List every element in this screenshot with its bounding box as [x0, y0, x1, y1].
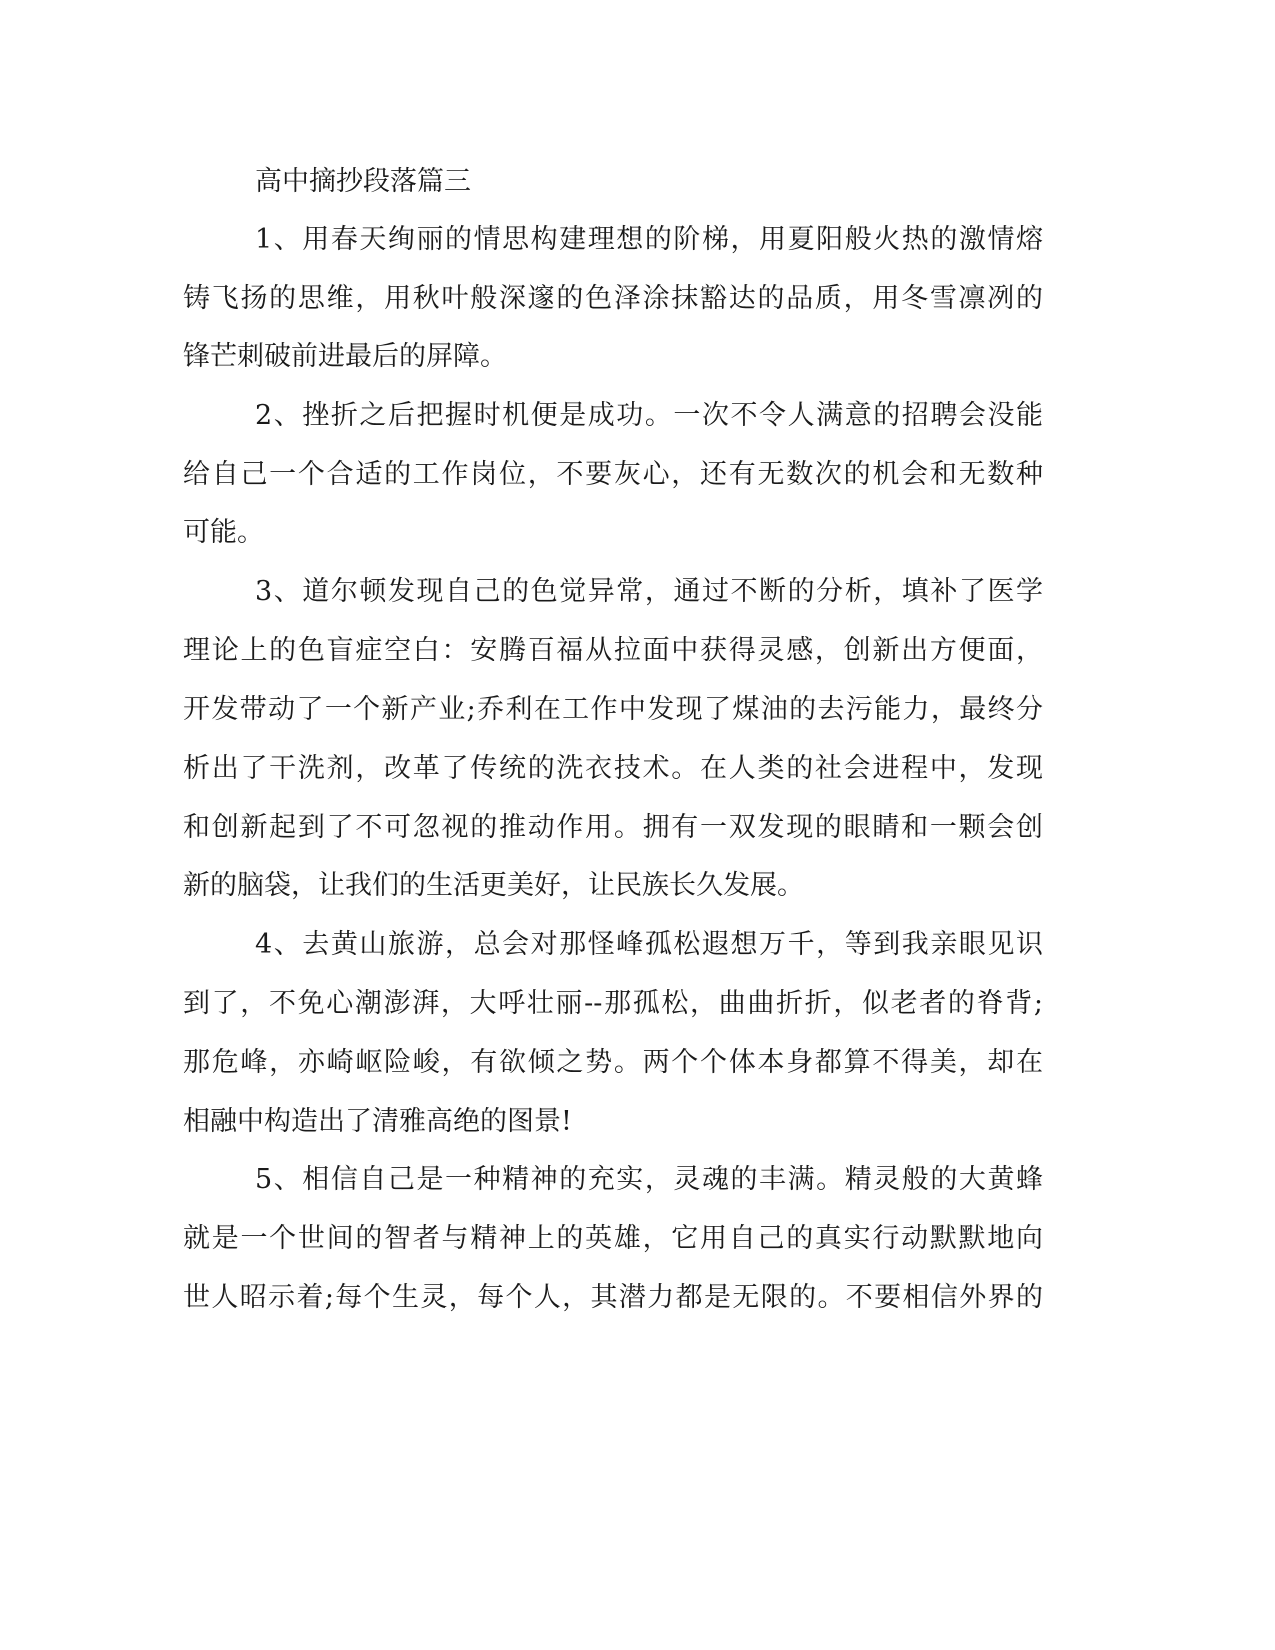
paragraph-5-line-2: 就是一个世间的智者与精神上的英雄，它用自己的真实行动默默地向	[183, 1223, 1043, 1254]
paragraph-2-line-2: 给自己一个合适的工作岗位，不要灰心，还有无数次的机会和无数种	[183, 459, 1043, 490]
document-title: 高中摘抄段落篇三	[255, 166, 471, 197]
paragraph-3-line-3: 开发带动了一个新产业;乔利在工作中发现了煤油的去污能力，最终分	[183, 694, 1043, 725]
paragraph-5-line-3: 世人昭示着;每个生灵，每个人，其潜力都是无限的。不要相信外界的	[183, 1282, 1043, 1313]
paragraph-1-line-1: 1、用春天绚丽的情思构建理想的阶梯，用夏阳般火热的激情熔	[255, 224, 1043, 255]
paragraph-4-line-3: 那危峰，亦崎岖险峻，有欲倾之势。两个个体本身都算不得美，却在	[183, 1047, 1043, 1078]
paragraph-3-line-1: 3、道尔顿发现自己的色觉异常，通过不断的分析，填补了医学	[255, 576, 1043, 607]
paragraph-3-line-6: 新的脑袋，让我们的生活更美好，让民族长久发展。	[183, 870, 804, 901]
paragraph-4-line-4: 相融中构造出了清雅高绝的图景!	[183, 1106, 572, 1137]
paragraph-4-line-1: 4、去黄山旅游，总会对那怪峰孤松遐想万千，等到我亲眼见识	[255, 929, 1043, 960]
paragraph-1-line-3: 锋芒刺破前进最后的屏障。	[183, 341, 507, 372]
paragraph-5-line-1: 5、相信自己是一种精神的充实，灵魂的丰满。精灵般的大黄蜂	[255, 1164, 1043, 1195]
paragraph-2-line-3: 可能。	[183, 517, 264, 548]
paragraph-3-line-2: 理论上的色盲症空白：安腾百福从拉面中获得灵感，创新出方便面，	[183, 635, 1043, 666]
paragraph-1-line-2: 铸飞扬的思维，用秋叶般深邃的色泽涂抹豁达的品质，用冬雪凛冽的	[183, 283, 1043, 314]
paragraph-4-line-2: 到了，不免心潮澎湃，大呼壮丽--那孤松，曲曲折折，似老者的脊背;	[183, 988, 1043, 1019]
paragraph-3-line-5: 和创新起到了不可忽视的推动作用。拥有一双发现的眼睛和一颗会创	[183, 812, 1043, 843]
paragraph-2-line-1: 2、挫折之后把握时机便是成功。一次不令人满意的招聘会没能	[255, 400, 1043, 431]
paragraph-3-line-4: 析出了干洗剂，改革了传统的洗衣技术。在人类的社会进程中，发现	[183, 753, 1043, 784]
